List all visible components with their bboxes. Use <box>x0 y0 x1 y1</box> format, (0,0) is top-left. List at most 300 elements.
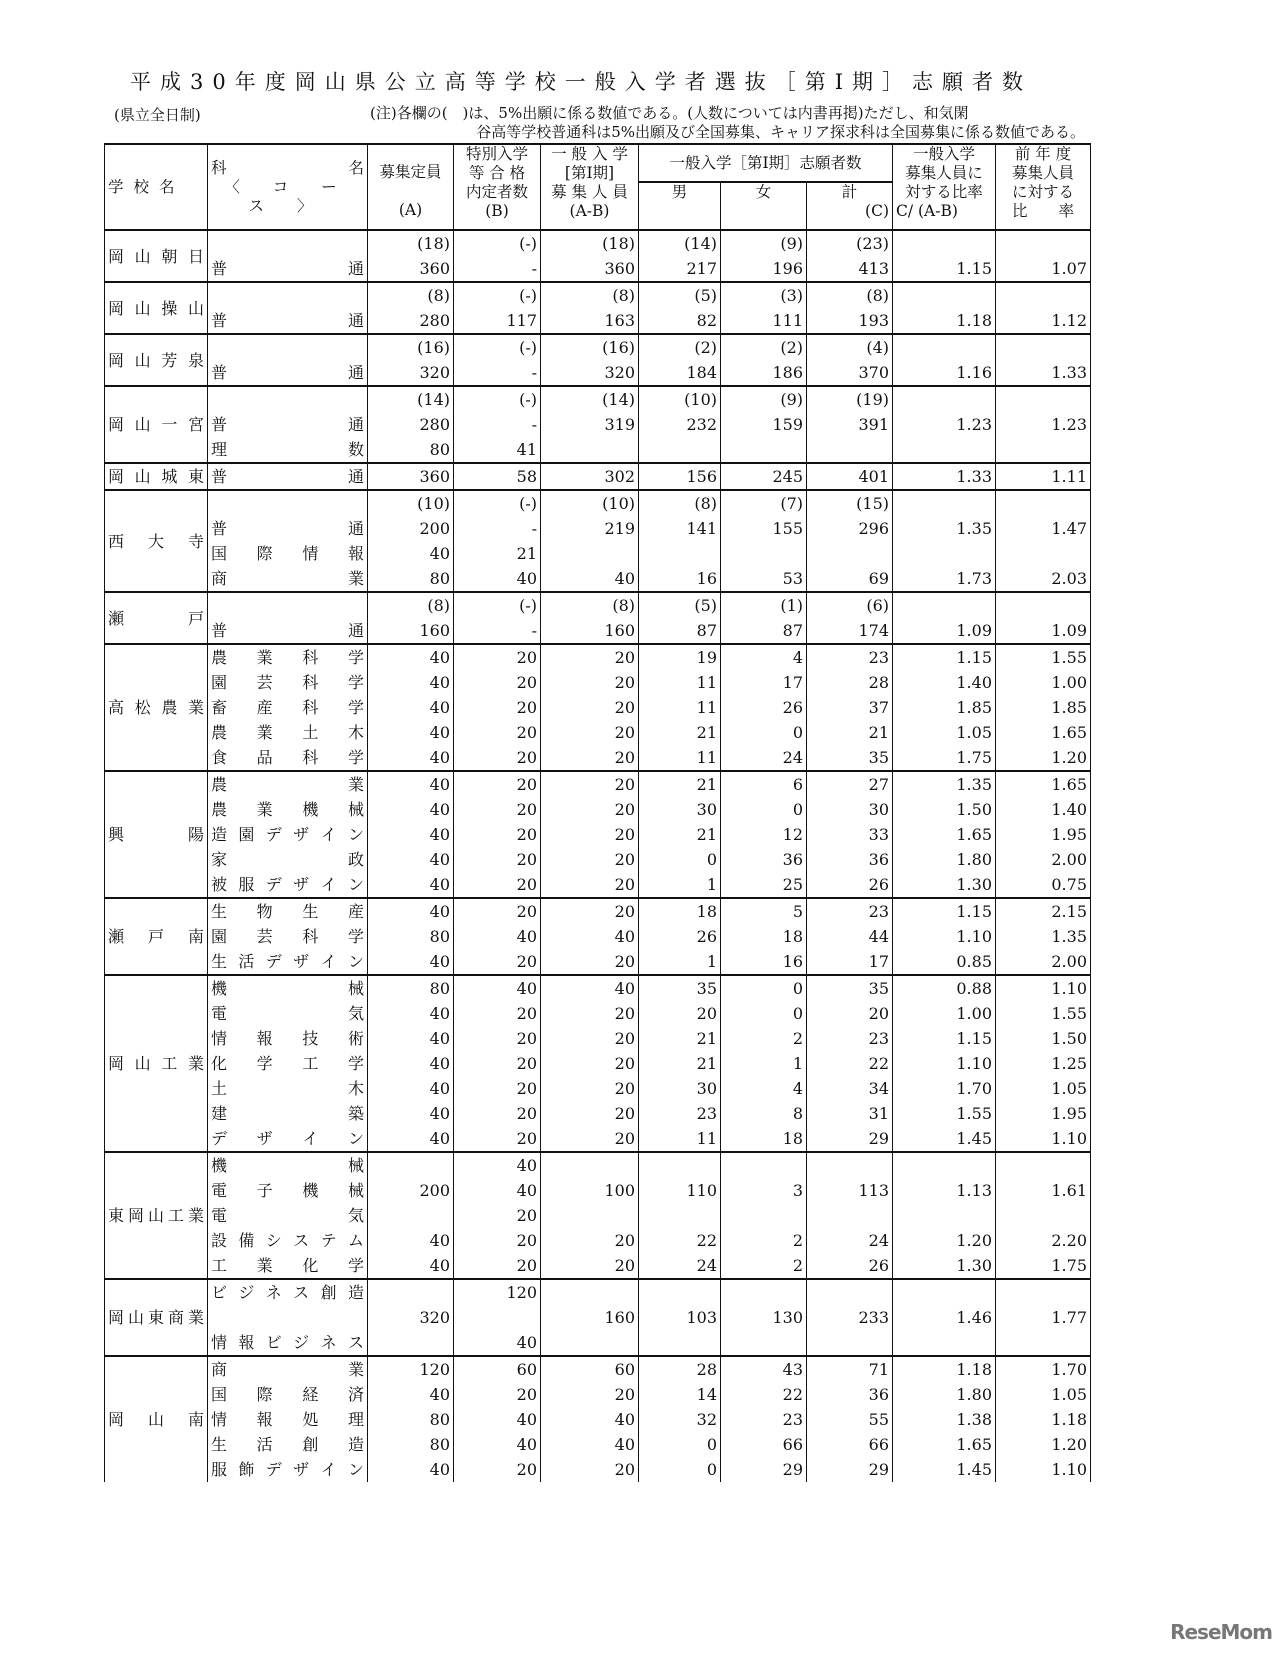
table-row <box>105 898 1091 924</box>
header-total-label: 計 <box>841 183 858 201</box>
special-cell: 21 <box>454 541 541 566</box>
course-label: 化 学 工 学 <box>211 1054 364 1073</box>
course-name <box>208 1228 368 1253</box>
general-capacity-cell: 20 <box>541 898 639 924</box>
total-cell: 33 <box>807 822 893 847</box>
total-cell: (4) <box>807 334 893 360</box>
header-special-l3: 内定者数 <box>465 183 528 201</box>
course-name <box>208 516 368 541</box>
general-capacity-cell: 20 <box>541 1076 639 1101</box>
female-cell: (9) <box>721 386 807 412</box>
table-row <box>105 360 1091 386</box>
ratio-cell: 1.70 <box>893 1076 996 1101</box>
course-name <box>208 230 368 256</box>
special-cell: 20 <box>454 720 541 745</box>
special-cell: 20 <box>454 898 541 924</box>
female-cell: 6 <box>721 771 807 797</box>
male-cell: 1 <box>639 949 721 975</box>
course-name <box>208 360 368 386</box>
ratio-cell <box>893 282 996 308</box>
special-cell: 20 <box>454 1001 541 1026</box>
capacity-cell <box>368 1203 454 1228</box>
capacity-cell: (10) <box>368 490 454 516</box>
capacity-cell: (14) <box>368 386 454 412</box>
course-label: 工 業 化 学 <box>211 1256 364 1275</box>
special-cell: 20 <box>454 949 541 975</box>
course-label: 建 築 <box>211 1104 364 1123</box>
course-label: 普 通 <box>211 519 364 538</box>
male-cell: (5) <box>639 592 721 618</box>
female-cell: 155 <box>721 516 807 541</box>
female-cell: 18 <box>721 924 807 949</box>
table-row <box>105 412 1091 437</box>
female-cell: 43 <box>721 1356 807 1382</box>
special-cell: (-) <box>454 282 541 308</box>
general-capacity-cell: 20 <box>541 1051 639 1076</box>
total-cell: 44 <box>807 924 893 949</box>
course-name <box>208 975 368 1001</box>
female-cell: 17 <box>721 670 807 695</box>
female-cell: 130 <box>721 1305 807 1330</box>
ratio-cell: 0.85 <box>893 949 996 975</box>
female-cell: 36 <box>721 847 807 872</box>
ratio-cell <box>893 1279 996 1305</box>
female-cell: 29 <box>721 1457 807 1482</box>
table-row <box>105 924 1091 949</box>
course-label: 国 際 経 済 <box>211 1385 364 1404</box>
capacity-cell: 40 <box>368 1253 454 1279</box>
school-name: 興 陽 <box>105 771 208 898</box>
total-cell: 391 <box>807 412 893 437</box>
total-cell: 296 <box>807 516 893 541</box>
course-name <box>208 1203 368 1228</box>
general-capacity-cell: 20 <box>541 872 639 898</box>
capacity-cell: 40 <box>368 1457 454 1482</box>
header-capacity <box>368 144 454 230</box>
table-row <box>105 1382 1091 1407</box>
special-cell: - <box>454 256 541 282</box>
capacity-cell: 40 <box>368 644 454 670</box>
course-label: 農 業 科 学 <box>211 648 364 667</box>
table-row <box>105 1228 1091 1253</box>
ratio-cell: 1.35 <box>893 516 996 541</box>
female-cell: 24 <box>721 745 807 771</box>
general-capacity-cell: 40 <box>541 1432 639 1457</box>
total-cell: 71 <box>807 1356 893 1382</box>
female-cell: (9) <box>721 230 807 256</box>
capacity-cell: (8) <box>368 282 454 308</box>
table-row <box>105 1407 1091 1432</box>
header-total-sub: (C) <box>865 202 889 220</box>
header-prev-l3: に対する <box>1011 183 1074 201</box>
male-cell <box>639 1330 721 1356</box>
total-cell <box>807 1330 893 1356</box>
capacity-cell <box>368 1330 454 1356</box>
special-cell: (-) <box>454 490 541 516</box>
capacity-cell: 40 <box>368 1001 454 1026</box>
prev-ratio-cell: 1.40 <box>996 797 1091 822</box>
header-ratio-l3: 対する比率 <box>905 183 983 201</box>
table-row <box>105 1253 1091 1279</box>
capacity-cell: 40 <box>368 720 454 745</box>
female-cell <box>721 1152 807 1178</box>
special-cell: 40 <box>454 975 541 1001</box>
general-capacity-cell <box>541 1152 639 1178</box>
school-name: 岡 山 操 山 <box>105 282 208 334</box>
ratio-cell <box>893 437 996 463</box>
total-cell: 29 <box>807 1457 893 1482</box>
total-cell: 27 <box>807 771 893 797</box>
course-name <box>208 541 368 566</box>
ratio-cell: 1.15 <box>893 898 996 924</box>
prev-ratio-cell <box>996 282 1091 308</box>
header-prev <box>996 144 1091 230</box>
special-cell: 20 <box>454 670 541 695</box>
general-capacity-cell <box>541 437 639 463</box>
header-capacity-sub: (A) <box>398 201 423 219</box>
special-cell: (-) <box>454 230 541 256</box>
male-cell <box>639 437 721 463</box>
capacity-cell <box>368 1152 454 1178</box>
school-name: 岡 山 南 <box>105 1356 208 1482</box>
general-capacity-cell <box>541 541 639 566</box>
total-cell: 22 <box>807 1051 893 1076</box>
female-cell: 245 <box>721 463 807 490</box>
male-cell: 11 <box>639 695 721 720</box>
female-cell: 53 <box>721 566 807 592</box>
general-capacity-cell: (8) <box>541 592 639 618</box>
total-cell <box>807 1152 893 1178</box>
prev-ratio-cell: 1.07 <box>996 256 1091 282</box>
course-label: 商 業 <box>211 1360 364 1379</box>
header-ratio-l2: 募集人員に <box>905 164 983 182</box>
general-capacity-cell: 20 <box>541 1101 639 1126</box>
school-name: 西 大 寺 <box>105 490 208 592</box>
course-name <box>208 1382 368 1407</box>
male-cell: (5) <box>639 282 721 308</box>
header-general-l3: 募 集 人 員 <box>551 183 628 201</box>
table-row <box>105 1126 1091 1152</box>
prev-ratio-cell: 1.65 <box>996 771 1091 797</box>
table-row <box>105 1026 1091 1051</box>
general-capacity-cell: 20 <box>541 797 639 822</box>
male-cell: 103 <box>639 1305 721 1330</box>
header-course-sub: 〈 コ ー ス 〉 <box>224 177 351 215</box>
general-capacity-cell: (18) <box>541 230 639 256</box>
course-name <box>208 1407 368 1432</box>
general-capacity-cell: 20 <box>541 644 639 670</box>
course-name <box>208 1076 368 1101</box>
general-capacity-cell: 320 <box>541 360 639 386</box>
school-name: 東 岡 山 工 業 <box>105 1152 208 1279</box>
male-cell: 1 <box>639 872 721 898</box>
total-cell: 28 <box>807 670 893 695</box>
table-row <box>105 822 1091 847</box>
male-cell: 21 <box>639 720 721 745</box>
course-label: 家 政 <box>211 850 364 869</box>
prev-ratio-cell: 1.70 <box>996 1356 1091 1382</box>
table-row <box>105 592 1091 618</box>
table-row <box>105 695 1091 720</box>
course-label: 普 通 <box>211 363 364 382</box>
total-cell: 35 <box>807 745 893 771</box>
total-cell: (8) <box>807 282 893 308</box>
general-capacity-cell: 20 <box>541 1126 639 1152</box>
header-general <box>541 144 639 230</box>
male-cell: 21 <box>639 1026 721 1051</box>
table-row <box>105 516 1091 541</box>
female-cell: 186 <box>721 360 807 386</box>
female-cell: 159 <box>721 412 807 437</box>
course-name <box>208 308 368 334</box>
school-name: 岡 山 工 業 <box>105 975 208 1152</box>
prev-ratio-cell: 1.12 <box>996 308 1091 334</box>
course-label: 電 子 機 械 <box>211 1181 364 1200</box>
male-cell: 30 <box>639 1076 721 1101</box>
course-name <box>208 695 368 720</box>
course-name <box>208 771 368 797</box>
male-cell: 24 <box>639 1253 721 1279</box>
female-cell: 111 <box>721 308 807 334</box>
table-row <box>105 1051 1091 1076</box>
course-name <box>208 847 368 872</box>
special-cell: 20 <box>454 1076 541 1101</box>
special-cell: 20 <box>454 872 541 898</box>
general-capacity-cell <box>541 1330 639 1356</box>
special-cell: 20 <box>454 1228 541 1253</box>
prev-ratio-cell: 1.20 <box>996 1432 1091 1457</box>
special-cell: 120 <box>454 1279 541 1305</box>
male-cell: 82 <box>639 308 721 334</box>
general-capacity-cell: (8) <box>541 282 639 308</box>
total-cell: 23 <box>807 898 893 924</box>
course-label: 造 園 デ ザ イ ン <box>211 825 364 844</box>
course-label: 電 気 <box>211 1004 364 1023</box>
footnote <box>370 104 1085 142</box>
special-cell: 20 <box>454 1026 541 1051</box>
male-cell <box>639 1279 721 1305</box>
capacity-cell: 80 <box>368 566 454 592</box>
prev-ratio-cell: 1.10 <box>996 1126 1091 1152</box>
prev-ratio-cell: 1.09 <box>996 618 1091 644</box>
female-cell <box>721 1203 807 1228</box>
total-cell: 29 <box>807 1126 893 1152</box>
course-name <box>208 1026 368 1051</box>
female-cell: 4 <box>721 644 807 670</box>
special-cell: 20 <box>454 771 541 797</box>
table-row <box>105 1101 1091 1126</box>
total-cell: 26 <box>807 1253 893 1279</box>
course-label: 園 芸 科 学 <box>211 673 364 692</box>
header-special <box>454 144 541 230</box>
course-name <box>208 334 368 360</box>
ratio-cell: 1.35 <box>893 771 996 797</box>
prev-ratio-cell <box>996 334 1091 360</box>
ratio-cell <box>893 541 996 566</box>
table-row <box>105 1152 1091 1178</box>
general-capacity-cell: 219 <box>541 516 639 541</box>
general-capacity-cell: 20 <box>541 695 639 720</box>
prev-ratio-cell: 2.00 <box>996 847 1091 872</box>
ratio-cell: 1.80 <box>893 847 996 872</box>
total-cell: 370 <box>807 360 893 386</box>
ratio-cell: 1.85 <box>893 695 996 720</box>
total-cell: 233 <box>807 1305 893 1330</box>
resemom-logo: ReseMom <box>1170 1620 1272 1644</box>
total-cell: 31 <box>807 1101 893 1126</box>
special-cell: 40 <box>454 1432 541 1457</box>
table-row <box>105 1076 1091 1101</box>
ratio-cell: 1.33 <box>893 463 996 490</box>
header-total <box>807 182 893 230</box>
total-cell: 66 <box>807 1432 893 1457</box>
table-row <box>105 541 1091 566</box>
male-cell: 21 <box>639 822 721 847</box>
prev-ratio-cell <box>996 490 1091 516</box>
capacity-cell: 40 <box>368 1101 454 1126</box>
general-capacity-cell: 20 <box>541 1026 639 1051</box>
prev-ratio-cell: 1.61 <box>996 1178 1091 1203</box>
general-capacity-cell: 20 <box>541 771 639 797</box>
special-cell: 20 <box>454 644 541 670</box>
school-name: 瀬 戸 <box>105 592 208 644</box>
course-label: 情 報 処 理 <box>211 1410 364 1429</box>
header-school: 学校名 <box>105 144 208 230</box>
special-cell: 58 <box>454 463 541 490</box>
table-row <box>105 644 1091 670</box>
male-cell: 141 <box>639 516 721 541</box>
male-cell: 0 <box>639 1457 721 1482</box>
ratio-cell: 1.16 <box>893 360 996 386</box>
header-applicants: 一般入学［第Ⅰ期］志願者数 <box>639 144 893 182</box>
prev-ratio-cell: 2.03 <box>996 566 1091 592</box>
table-row <box>105 1279 1091 1305</box>
female-cell: 87 <box>721 618 807 644</box>
total-cell: 37 <box>807 695 893 720</box>
capacity-cell: 80 <box>368 975 454 1001</box>
prev-ratio-cell: 2.00 <box>996 949 1091 975</box>
course-name <box>208 1051 368 1076</box>
general-capacity-cell: 20 <box>541 1001 639 1026</box>
course-label: 機 械 <box>211 1156 364 1175</box>
table-row <box>105 282 1091 308</box>
capacity-cell: 80 <box>368 924 454 949</box>
capacity-cell: 40 <box>368 898 454 924</box>
special-cell: 20 <box>454 822 541 847</box>
capacity-cell: 40 <box>368 847 454 872</box>
female-cell <box>721 437 807 463</box>
prev-ratio-cell <box>996 437 1091 463</box>
table-row <box>105 566 1091 592</box>
male-cell: 20 <box>639 1001 721 1026</box>
general-capacity-cell: 60 <box>541 1356 639 1382</box>
course-label: 農 業 <box>211 775 364 794</box>
capacity-cell: 40 <box>368 541 454 566</box>
special-cell: 20 <box>454 1457 541 1482</box>
total-cell: 36 <box>807 847 893 872</box>
ratio-cell <box>893 386 996 412</box>
course-name <box>208 924 368 949</box>
prev-ratio-cell <box>996 592 1091 618</box>
table-row <box>105 1330 1091 1356</box>
total-cell: (6) <box>807 592 893 618</box>
course-name <box>208 797 368 822</box>
course-label: ビ ジ ネ ス 創 造 <box>211 1283 364 1302</box>
prev-ratio-cell <box>996 1203 1091 1228</box>
total-cell: 413 <box>807 256 893 282</box>
special-cell: 20 <box>454 1051 541 1076</box>
female-cell: (7) <box>721 490 807 516</box>
capacity-cell: 40 <box>368 1228 454 1253</box>
course-name <box>208 720 368 745</box>
table-body <box>105 230 1091 1482</box>
male-cell: (2) <box>639 334 721 360</box>
table-row <box>105 386 1091 412</box>
ratio-cell: 1.40 <box>893 670 996 695</box>
male-cell: 18 <box>639 898 721 924</box>
prev-ratio-cell <box>996 1279 1091 1305</box>
table-row <box>105 975 1091 1001</box>
course-name <box>208 1178 368 1203</box>
school-name: 岡 山 芳 泉 <box>105 334 208 386</box>
female-cell: 66 <box>721 1432 807 1457</box>
female-cell: 196 <box>721 256 807 282</box>
header-prev-l4: 比 率 <box>1011 202 1074 220</box>
female-cell: (3) <box>721 282 807 308</box>
ratio-cell: 1.80 <box>893 1382 996 1407</box>
male-cell: 21 <box>639 1051 721 1076</box>
course-label: 普 通 <box>211 415 364 434</box>
general-capacity-cell <box>541 1279 639 1305</box>
prev-ratio-cell: 1.95 <box>996 1101 1091 1126</box>
prev-ratio-cell: 1.05 <box>996 1076 1091 1101</box>
course-label: 機 械 <box>211 979 364 998</box>
total-cell: 69 <box>807 566 893 592</box>
male-cell: 184 <box>639 360 721 386</box>
course-name <box>208 618 368 644</box>
special-cell: 20 <box>454 1203 541 1228</box>
course-label: 生 活 デ ザ イ ン <box>211 952 364 971</box>
table-row <box>105 670 1091 695</box>
special-cell: 40 <box>454 1178 541 1203</box>
applicants-table <box>104 143 1091 1482</box>
course-label: 普 通 <box>211 621 364 640</box>
special-cell: 20 <box>454 695 541 720</box>
female-cell: 25 <box>721 872 807 898</box>
general-capacity-cell: 40 <box>541 924 639 949</box>
ratio-cell: 1.20 <box>893 1228 996 1253</box>
male-cell: 0 <box>639 1432 721 1457</box>
prev-ratio-cell: 1.00 <box>996 670 1091 695</box>
prev-ratio-cell: 1.65 <box>996 720 1091 745</box>
course-label: 普 通 <box>211 311 364 330</box>
ratio-cell: 1.00 <box>893 1001 996 1026</box>
general-capacity-cell: (16) <box>541 334 639 360</box>
general-capacity-cell: 20 <box>541 847 639 872</box>
header-course-right: 名 <box>348 158 364 177</box>
header-special-l1: 特別入学 <box>465 145 528 163</box>
ratio-cell <box>893 230 996 256</box>
special-cell: 41 <box>454 437 541 463</box>
ratio-cell: 1.30 <box>893 872 996 898</box>
capacity-cell: 280 <box>368 308 454 334</box>
male-cell: 11 <box>639 670 721 695</box>
course-label: 生 活 創 造 <box>211 1435 364 1454</box>
female-cell: 16 <box>721 949 807 975</box>
course-label: 国 際 情 報 <box>211 544 364 563</box>
capacity-cell: 40 <box>368 822 454 847</box>
male-cell: 28 <box>639 1356 721 1382</box>
